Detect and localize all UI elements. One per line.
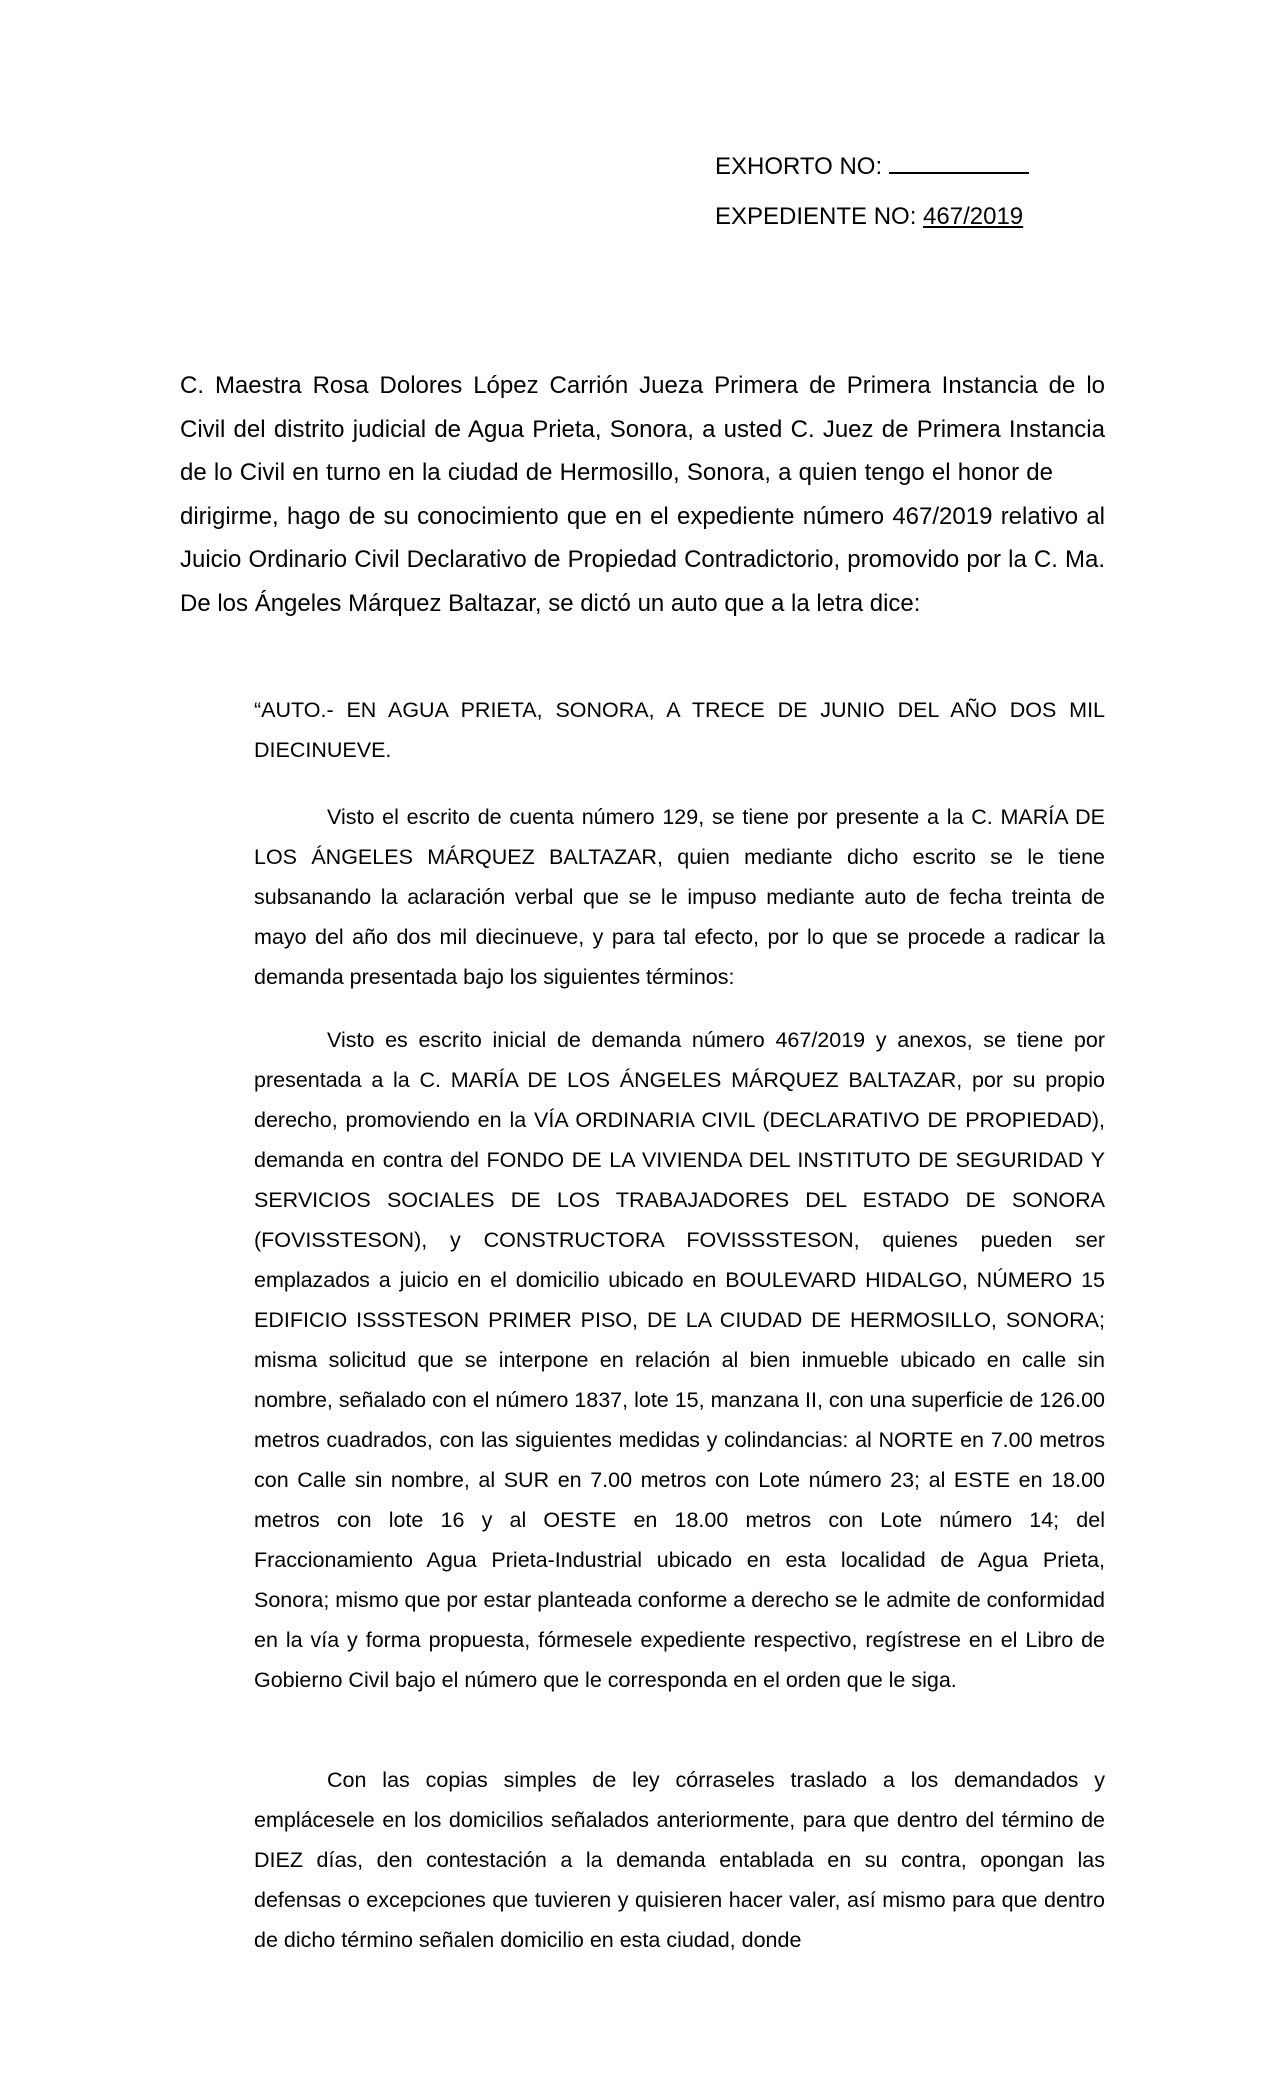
document-header (715, 148, 1029, 256)
auto-paragraph-1-block (254, 797, 1105, 997)
expediente-line (715, 202, 1029, 232)
exhorto-label: EXHORTO NO: (715, 153, 883, 180)
expediente-number: 467/2019 (923, 203, 1024, 230)
expediente-label: EXPEDIENTE NO: (715, 203, 917, 230)
intro-part-1: C. Maestra Rosa Dolores López Carrión Jueza Primera de Primera Instancia de lo Civil del distrito judicial de Agua Prieta, Sonora, a usted C. Juez de Primera Instancia de lo Civil en turno en la ciudad de Hermosillo, Sonora, a quien tengo el honor de (180, 372, 1105, 487)
auto-paragraph-2-block (254, 1020, 1105, 1700)
auto-heading-block (254, 690, 1105, 770)
exhorto-line (715, 148, 1029, 178)
auto-heading: “AUTO.- EN AGUA PRIETA, SONORA, A TRECE DE JUNIO DEL AÑO DOS MIL DIECINUEVE. (254, 698, 1105, 762)
intro-part-2: dirigirme, hago de su conocimiento que en el expediente número 467/2019 relativo al Juicio Ordinario Civil Declarativo de Propiedad Contradictorio, promovido por la C. Ma. De los Ángeles Márquez Baltazar, se dictó un auto que a la letra dice: (180, 502, 1105, 617)
auto-paragraph-2: Visto es escrito inicial de demanda número 467/2019 y anexos, se tiene por presentada a la C. MARÍA DE LOS ÁNGELES MÁRQUEZ BALTAZAR, por su propio derecho, promoviendo en la VÍA ORDINARIA CIVIL (DECLARATIVO DE PROPIEDAD), demanda en contra del FONDO DE LA VIVIENDA DEL INSTITUTO DE SEGURIDAD Y SERVICIOS SOCIALES DE LOS TRABAJADORES DEL ESTADO DE SONORA (FOVISSTESON), y CONSTRUCTORA FOVISSSTESON, quienes pueden ser emplazados a juicio en el domicilio ubicado en BOULEVARD HIDALGO, NÚMERO 15 EDIFICIO ISSSTESON PRIMER PISO, DE LA CIUDAD DE HERMOSILLO, SONORA; misma solicitud que se interpone en relación al bien inmueble ubicado en calle sin nombre, señalado con el número 1837, lote 15, manzana II, con una superficie de 126.00 metros cuadrados, con las siguientes medidas y colindancias: al NORTE en 7.00 metros con Calle sin nombre, al SUR en 7.00 metros con Lote número 23; al ESTE en 18.00 metros con lote 16 y al OESTE en 18.00 metros con Lote número 14; del Fraccionamiento Agua Prieta-Industrial ubicado en esta localidad de Agua Prieta, Sonora; mismo que por estar planteada conforme a derecho se le admite de conformidad en la vía y forma propuesta, fórmesele expediente respectivo, regístrese en el Libro de Gobierno Civil bajo el número que le corresponda en el orden que le siga. (254, 1028, 1106, 1692)
auto-paragraph-1: Visto el escrito de cuenta número 129, se tiene por presente a la C. MARÍA DE LOS ÁNGELES MÁRQUEZ BALTAZAR, quien mediante dicho escrito se le tiene subsanando la aclaración verbal que se le impuso mediante auto de fecha treinta de mayo del año dos mil diecinueve, y para tal efecto, por lo que se procede a radicar la demanda presentada bajo los siguientes términos: (254, 805, 1105, 989)
exhorto-blank (889, 148, 1029, 174)
auto-paragraph-3-block (254, 1760, 1105, 1960)
auto-paragraph-3: Con las copias simples de ley córraseles traslado a los demandados y emplácesele en los domicilios señalados anteriormente, para que dentro del término de DIEZ días, den contestación a la demanda entablada en su contra, opongan las defensas o excepciones que tuvieren y quisieren hacer valer, así mismo para que dentro de dicho término señalen domicilio en esta ciudad, donde (254, 1768, 1105, 1952)
intro-paragraph (180, 364, 1105, 626)
